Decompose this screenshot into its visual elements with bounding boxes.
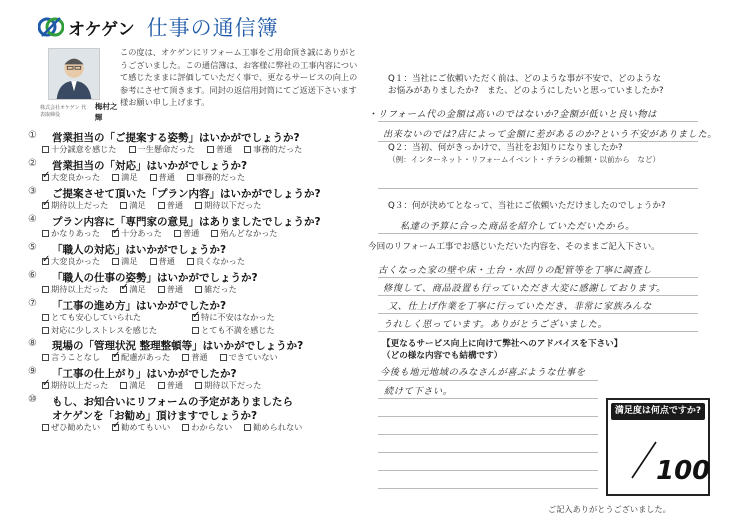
answer-4-line3[interactable]: 又、仕上げ作業を丁寧に行っていただき、非常に家族みんな xyxy=(388,301,652,312)
question-title: 「工事の仕上がり」はいかがでしたか? xyxy=(52,368,237,380)
option-checkbox[interactable]: 普通 xyxy=(150,256,175,267)
answer-4-line2[interactable]: 修復して、商品設置も行っていただき大変に感謝しております。 xyxy=(383,283,666,294)
option-checkbox[interactable]: 普通 xyxy=(174,228,199,239)
answer-rule xyxy=(378,295,698,296)
option-checkbox[interactable]: 満足 xyxy=(112,256,137,267)
q5-text xyxy=(382,338,622,362)
option-checkbox[interactable]: ✓ 大変良かった xyxy=(42,256,100,267)
option-checkbox[interactable]: 満足 xyxy=(112,172,137,183)
q1-text xyxy=(388,73,664,97)
question-number: ⑥ xyxy=(28,270,37,281)
q4-text xyxy=(368,241,660,253)
option-checkbox[interactable]: 良くなかった xyxy=(187,256,245,267)
option-checkbox[interactable]: 普通 xyxy=(150,172,175,183)
question-number: ⑨ xyxy=(28,366,37,377)
option-checkbox[interactable]: かなりあった xyxy=(42,228,100,239)
question-title: 営業担当の「ご提案する姿勢」はいかがでしょうか? xyxy=(52,132,300,144)
option-checkbox[interactable]: 対応に少しストレスを感じた xyxy=(42,325,192,336)
answer-4-line4[interactable]: うれしく思っています。ありがとうございました。 xyxy=(383,319,608,330)
answer-1-line2[interactable]: 出来ないのでは?店によって金額に差があるのか?という不安がありました。 xyxy=(383,129,718,140)
question-title: 「職人の対応」はいかがでしょうか? xyxy=(52,244,227,256)
answer-rule xyxy=(378,434,598,435)
question-number: ③ xyxy=(28,186,37,197)
answer-rule xyxy=(378,488,598,489)
q2-text xyxy=(388,142,660,166)
option-checkbox[interactable]: ✓ 特に不安はなかった xyxy=(192,312,342,323)
oke-logo-icon xyxy=(38,14,64,40)
option-checkbox[interactable]: わからない xyxy=(182,422,232,433)
question-title: 「職人の仕事の姿勢」はいかがでしょうか? xyxy=(52,272,258,284)
q4-line1: 今回のリフォーム工事でお感じいただいた内容を、そのままご記入下さい。 xyxy=(368,242,660,252)
answer-3[interactable]: 私達の予算に合った商品を紹介していただいたから。 xyxy=(400,221,635,232)
option-checkbox[interactable]: 雑だった xyxy=(195,284,237,295)
answer-rule xyxy=(378,470,598,471)
answer-5-line2[interactable]: 続けて下さい。 xyxy=(384,386,453,397)
q3-text xyxy=(388,200,666,212)
option-checkbox[interactable]: とても安心していられた xyxy=(42,312,192,323)
option-checkbox[interactable]: 勧められない xyxy=(244,422,302,433)
intro-text: この度は、オケゲンにリフォーム工事をご用命頂き誠にありがとうございました。この通信簿は、お客様に弊社の工事内容について感じたままに評価していただく事で、更なるサービスの向上の参考にさせて頂きます。同封の返信用封筒にてご返送下さいます様お願い申し上げます。 xyxy=(120,47,358,107)
answer-rule xyxy=(378,121,698,122)
option-checkbox[interactable]: 普通 xyxy=(182,352,207,363)
option-checkbox[interactable]: 普通 xyxy=(158,284,183,295)
option-checkbox[interactable]: ✓ 満足 xyxy=(120,284,145,295)
thank-you-note: ご記入ありがとうございました。 xyxy=(548,504,671,514)
answer-rule xyxy=(378,331,698,332)
brand-name: オケゲン xyxy=(68,19,135,40)
option-checkbox[interactable]: 期待以下だった xyxy=(195,200,261,211)
page-title: 仕事の通信簿 xyxy=(146,16,279,40)
option-checkbox[interactable]: 期待以下だった xyxy=(195,380,261,391)
option-checkbox[interactable]: 殆んどなかった xyxy=(211,228,277,239)
question-number: ⑩ xyxy=(28,394,37,405)
person-icon xyxy=(49,49,99,99)
question-title: プラン内容に「専門家の意見」はありましたでしょうか? xyxy=(52,216,321,228)
option-checkbox[interactable]: 言うことなし xyxy=(42,352,100,363)
option-checkbox[interactable]: 事務的だった xyxy=(244,144,302,155)
option-checkbox[interactable]: 事務的だった xyxy=(187,172,245,183)
question-number: ② xyxy=(28,158,37,169)
question-number: ⑤ xyxy=(28,242,37,253)
option-checkbox[interactable]: 十分誠意を感じた xyxy=(42,144,117,155)
answer-rule xyxy=(378,416,598,417)
question-number: ① xyxy=(28,130,37,141)
answer-rule xyxy=(378,313,698,314)
question-title: 現場の「管理状況 整理整頓等」はいかがでしょうか? xyxy=(52,340,304,352)
option-checkbox[interactable]: 期待以上だった xyxy=(42,284,108,295)
question-title: 営業担当の「対応」はいかがでしょうか? xyxy=(52,160,248,172)
option-checkbox[interactable]: 満足 xyxy=(120,200,145,211)
question-number: ④ xyxy=(28,214,37,225)
question-title-line2: オケゲンを「お勧め」頂けますでしょうか? xyxy=(52,410,258,422)
answer-5-line1[interactable]: 今後も地元地域のみなさんが喜ぶような仕事を xyxy=(380,367,586,378)
score-label: 満足度は何点ですか? xyxy=(611,403,705,420)
q3-line1: Q３：何が決めてとなって、当社にご依頼いただけましたのでしょうか? xyxy=(388,201,666,211)
answer-rule xyxy=(378,233,698,234)
option-checkbox[interactable]: ✓ 配慮があった xyxy=(112,352,170,363)
q2-line1: Q２：当初、何がきっかけで、当社をお知りになりましたか? xyxy=(388,143,623,153)
option-checkbox[interactable]: 普通 xyxy=(158,200,183,211)
answer-1-line1[interactable]: ・リフォーム代の金額は高いのではないか?金額が低いと良い物は xyxy=(368,109,657,120)
score-value[interactable]: 100 xyxy=(656,456,711,486)
satisfaction-score-box xyxy=(606,398,710,496)
signature-name: 梅村之輝 xyxy=(94,102,118,122)
option-checkbox[interactable]: できていない xyxy=(220,352,278,363)
option-checkbox[interactable]: 普通 xyxy=(207,144,232,155)
q1-line1: Q１：当社にご依頼いただく前は、どのような事が不安で、どのような xyxy=(388,74,661,84)
signature xyxy=(40,101,118,123)
answer-rule xyxy=(378,188,698,189)
option-checkbox[interactable]: ぜひ勧めたい xyxy=(42,422,100,433)
option-checkbox[interactable]: ✓ 勧めてもいい xyxy=(112,422,170,433)
president-photo xyxy=(48,48,100,100)
q1-line2: お悩みがありましたか? また、どのようにしたいと思っていましたか? xyxy=(388,86,664,96)
question-title: もし、お知合いにリフォームの予定がありましたら xyxy=(52,396,293,408)
question-title: 「工事の進め方」はいかがでしたか? xyxy=(52,300,227,312)
option-checkbox[interactable]: 普通 xyxy=(158,380,183,391)
signature-title: 株式会社オケゲン 代表取締役 xyxy=(40,105,87,118)
q5-sub: （どの様な内容でも結構です） xyxy=(382,351,503,361)
option-checkbox[interactable]: ✓ 大変良かった xyxy=(42,172,100,183)
answer-rule xyxy=(378,380,598,381)
q5-line1: 【更なるサービス向上に向けて弊社へのアドバイスを下さい】 xyxy=(382,339,623,349)
answer-rule xyxy=(378,398,598,399)
question-number: ⑦ xyxy=(28,298,37,309)
option-checkbox[interactable]: ✓ 期待以上だった xyxy=(42,380,108,391)
answer-rule xyxy=(378,452,598,453)
answer-rule xyxy=(378,277,698,278)
slash-mark xyxy=(628,440,658,480)
option-checkbox[interactable]: ✓ 十分あった xyxy=(112,228,162,239)
answer-4-line1[interactable]: 古くなった家の壁や床・土台・水回りの配管等を丁寧に調査し xyxy=(378,265,653,276)
option-checkbox[interactable]: ✓ 期待以上だった xyxy=(42,200,108,211)
brand-logo xyxy=(38,12,279,42)
option-checkbox[interactable]: 一生懸命だった xyxy=(129,144,195,155)
question-number: ⑧ xyxy=(28,338,37,349)
q2-sub: （例：インターネット・リフォームイベント・チラシの種類・以前から など） xyxy=(388,155,661,164)
question-title: ご提案させて頂いた「プラン内容」はいかがでしょうか? xyxy=(52,188,321,200)
option-checkbox[interactable]: とても不満を感じた xyxy=(192,325,342,336)
option-checkbox[interactable]: 満足 xyxy=(120,380,145,391)
